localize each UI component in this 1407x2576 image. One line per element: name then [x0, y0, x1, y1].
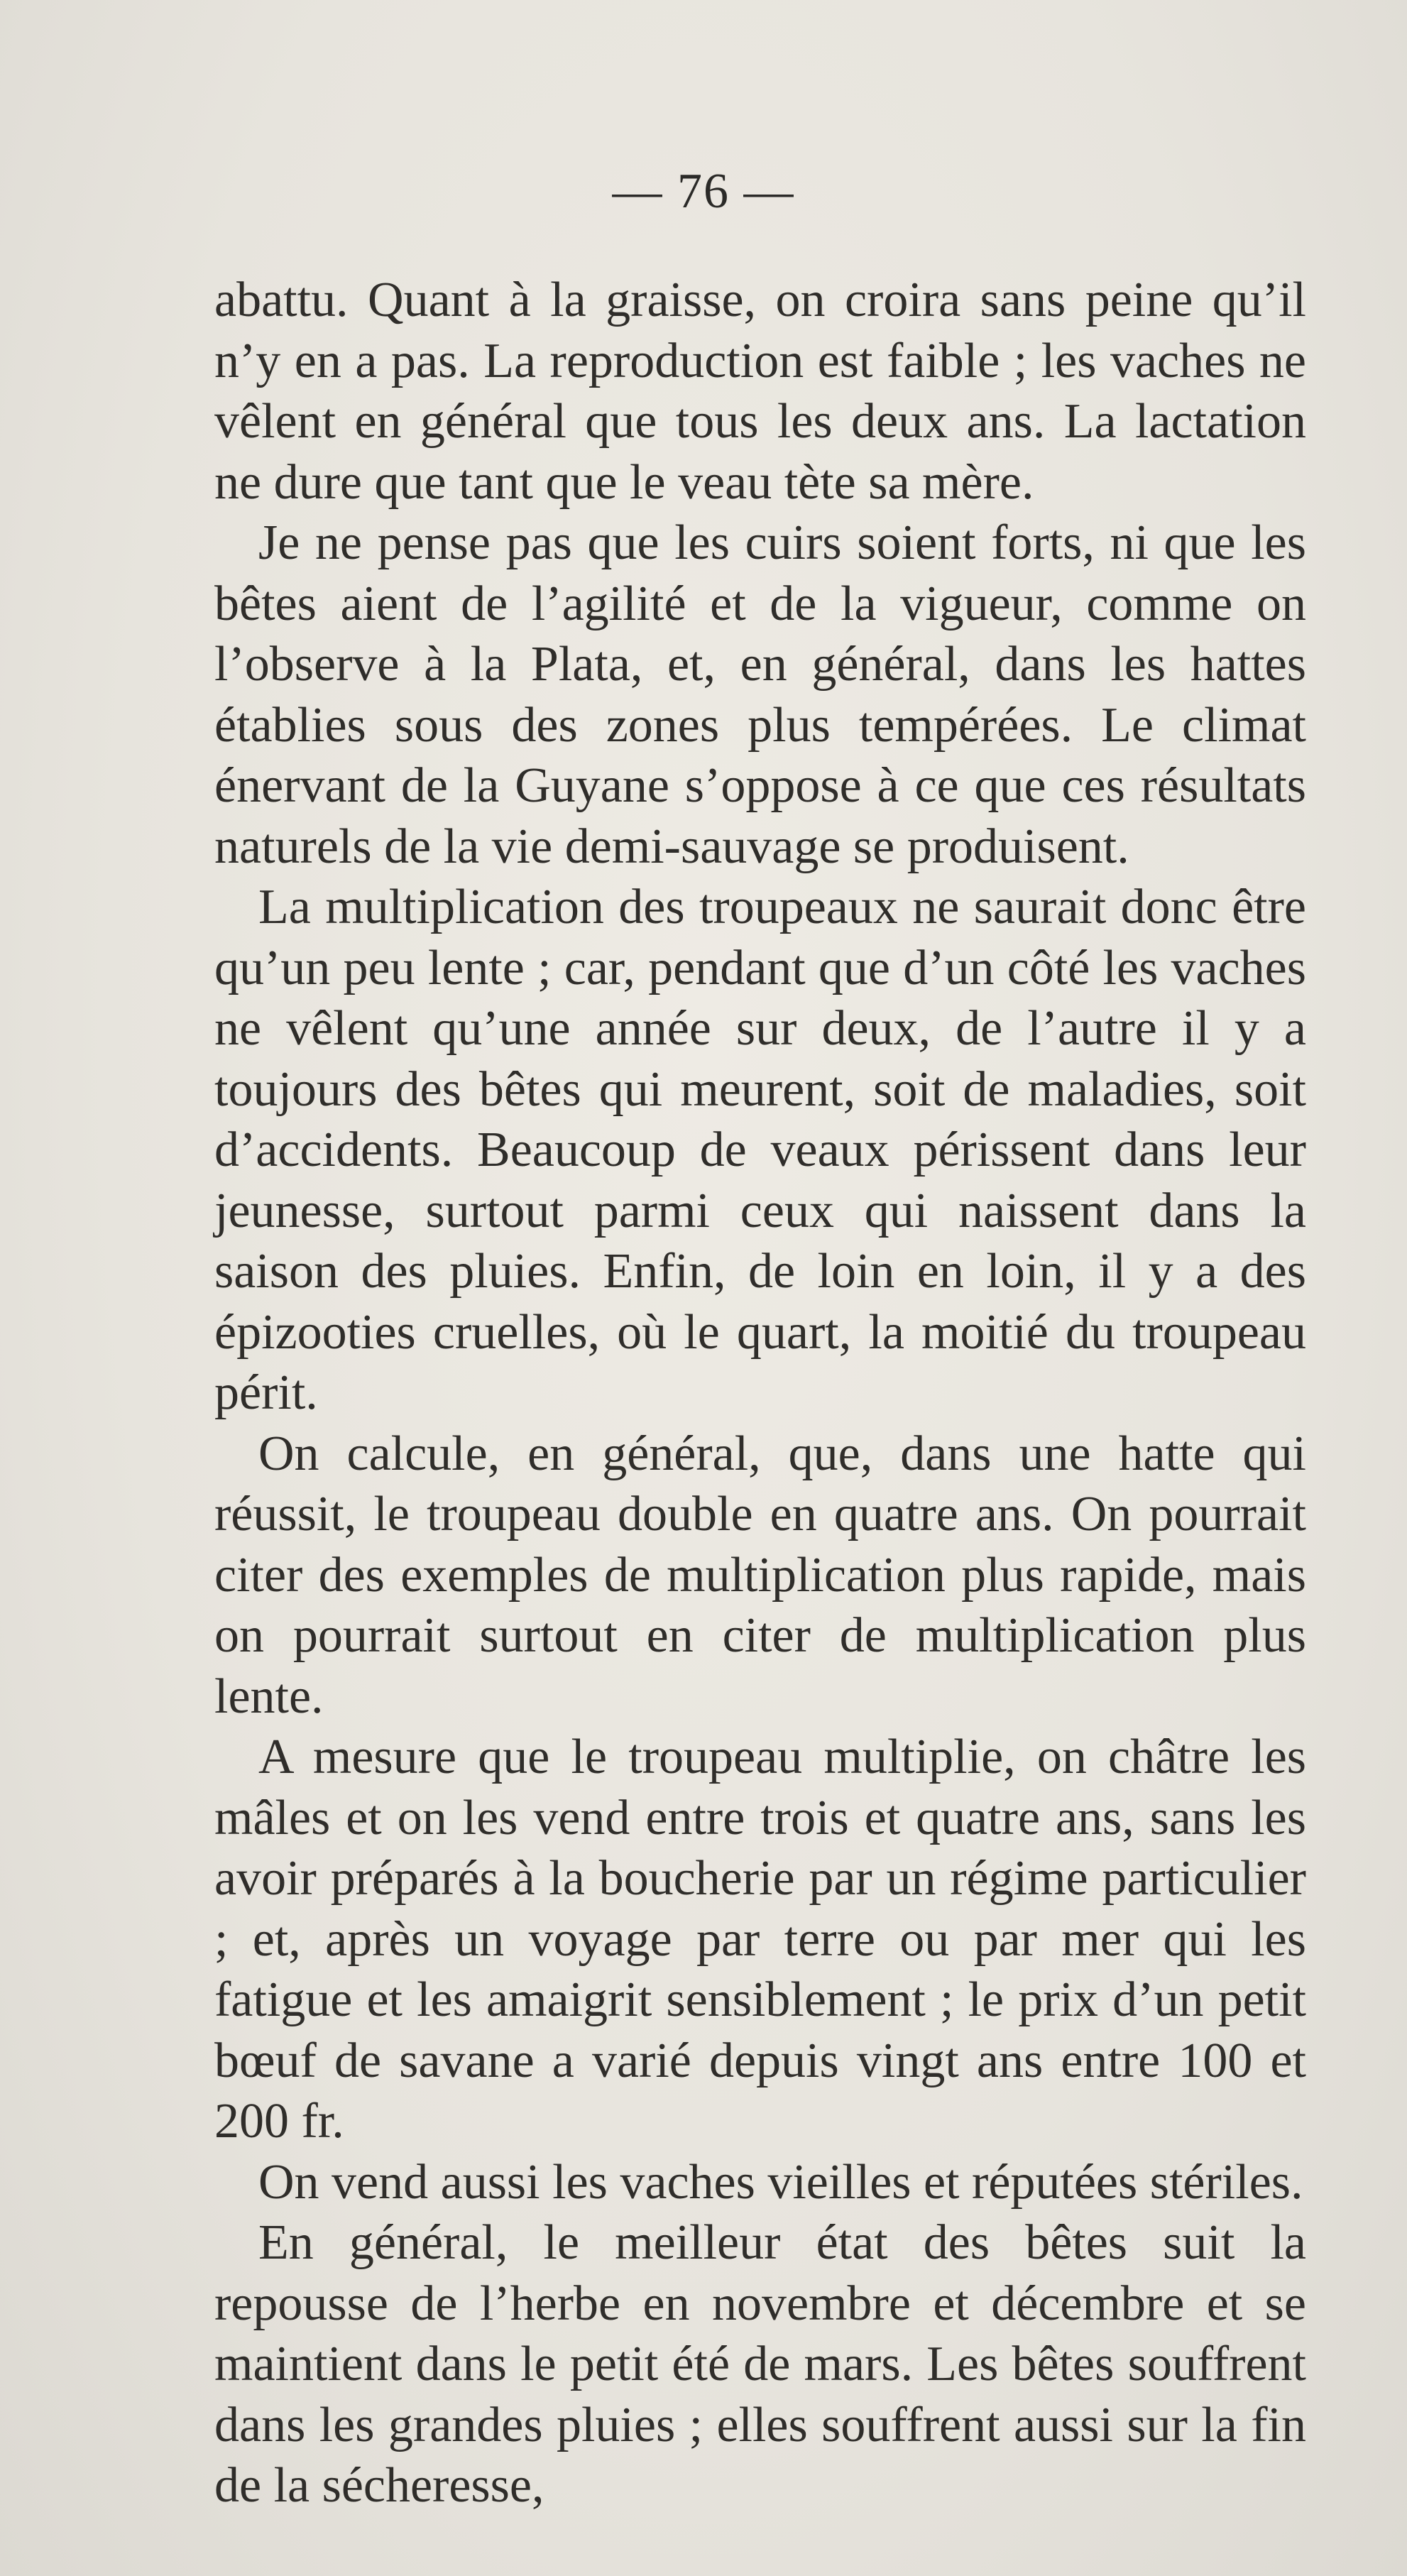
paragraph: La multiplication des troupeaux ne saurait donc être qu’un peu lente ; car, pendant que d’un côté les vaches ne vêlent qu’une année sur deux, de l’autre il y a toujours des bêtes qui meurent, soit de maladies, soit d’accidents. Beaucoup de veaux périssent dans leur jeunesse, surtout parmi ceux qui naissent dans la saison des pluies. Enfin, de loin en loin, il y a des épizooties cruelles, où le quart, la moitié du troupeau périt. [214, 880, 1306, 1420]
paragraph-continuation: abattu. Quant à la graisse, on croira sans peine qu’il n’y en a pas. La reproduction est faible ; les vaches ne vêlent en général que tous les deux ans. La lactation ne dure que tant que le veau tète sa mère. [214, 273, 1306, 510]
body-text [214, 270, 1306, 2516]
paragraph: On calcule, en général, que, dans une hatte qui réussit, le troupeau double en quatre ans. On pourrait citer des exemples de multiplication plus rapide, mais on pourrait surtout en citer de multiplication plus lente. [214, 1426, 1306, 1724]
paragraph: A mesure que le troupeau multiplie, on châtre les mâles et on les vend entre trois et quatre ans, sans les avoir préparés à la boucherie par un régime particulier ; et, après un voyage par terre ou par mer qui les fatigue et les amaigrit sensiblement ; le prix d’un petit bœuf de savane a varié depuis vingt ans entre 100 et 200 fr. [214, 1730, 1306, 2149]
paragraph: On vend aussi les vaches vieilles et réputées stériles. [258, 2154, 1303, 2210]
page-number-header: — 76 — [612, 164, 795, 219]
paragraph: En général, le meilleur état des bêtes suit la repousse de l’herbe en novembre et décembre et se maintient dans le petit été de mars. Les bêtes souffrent dans les grandes pluies ; elles souffrent aussi sur la fin de la sécheresse, [214, 2215, 1306, 2513]
paragraph: Je ne pense pas que les cuirs soient forts, ni que les bêtes aient de l’agilité et de la vigueur, comme on l’observe à la Plata, et, en général, dans les hattes établies sous des zones plus tempérées. Le climat énervant de la Guyane s’oppose à ce que ces résultats naturels de la vie demi-sauvage se produisent. [214, 515, 1306, 874]
